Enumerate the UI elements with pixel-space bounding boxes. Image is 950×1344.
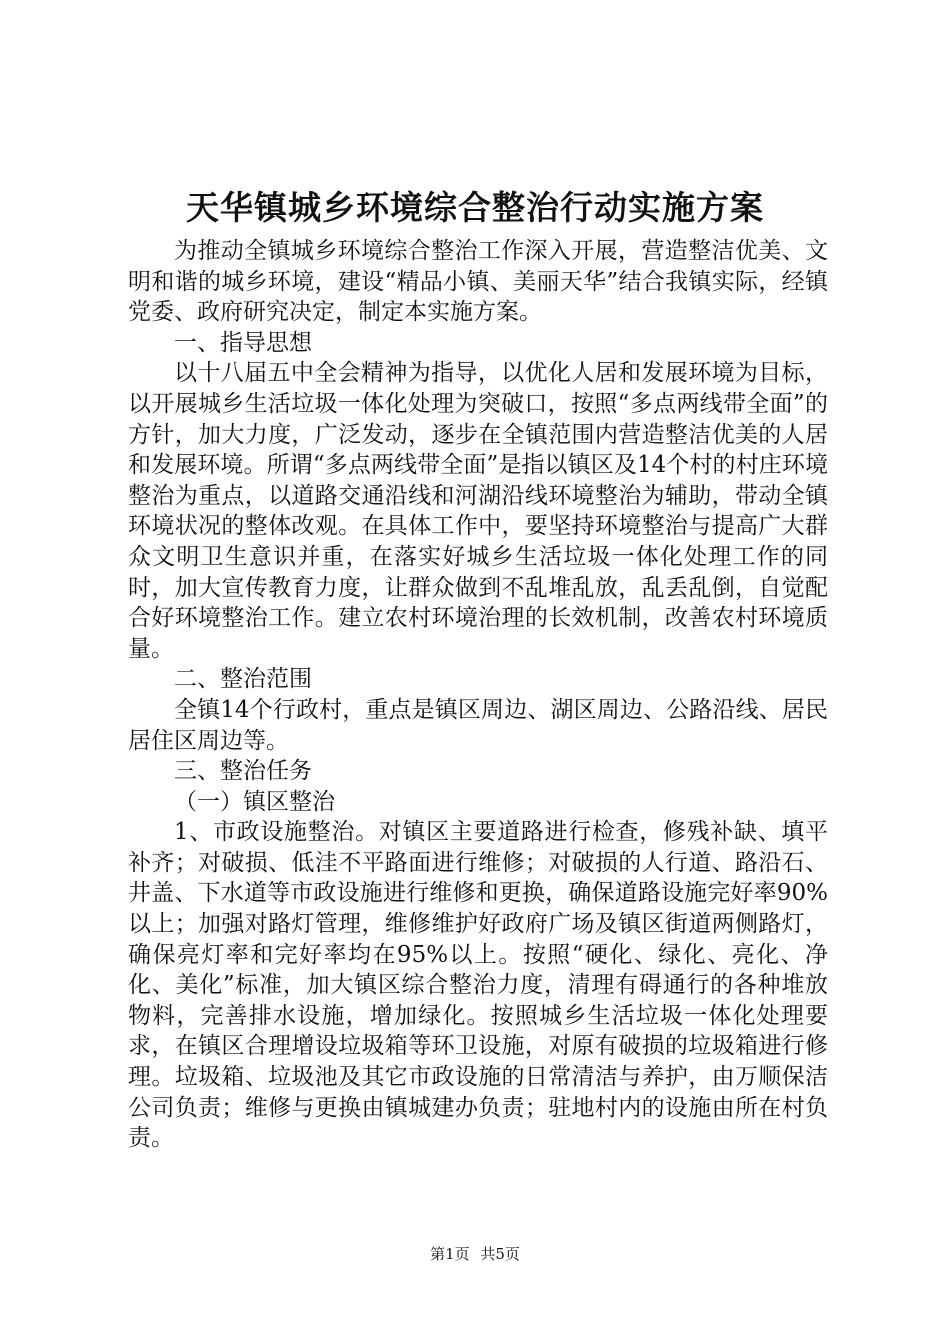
page-number: 第1页 <box>430 1245 470 1263</box>
page-total: 共5页 <box>480 1245 520 1263</box>
document-title: 天华镇城乡环境综合整治行动实施方案 <box>186 188 764 227</box>
document-body <box>128 236 828 1154</box>
intro-paragraph: 为推动全镇城乡环境综合整治工作深入开展，营造整洁优美、文明和谐的城乡环境，建设“精品小镇、美丽天华”结合我镇实际，经镇党委、政府研究决定，制定本实施方案。 <box>128 238 828 326</box>
section-heading-scope: 二、整治范围 <box>174 666 312 693</box>
page-footer <box>0 1244 950 1264</box>
scope-paragraph: 全镇14个行政村，重点是镇区周边、湖区周边、公路沿线、居民居住区周边等。 <box>128 696 828 754</box>
subsection-heading-town-area: （一）镇区整治 <box>174 788 335 815</box>
section-heading-guiding-ideology: 一、指导思想 <box>174 329 312 356</box>
municipal-facilities-paragraph: 1、市政设施整治。对镇区主要道路进行检查，修残补缺、填平补齐；对破损、低洼不平路面进行维修；对破损的人行道、路沿石、井盖、下水道等市政设施进行维修和更换，确保道路设施完好率90%以上；加强对路灯管理，维修维护好政府广场及镇区街道两侧路灯，确保亮灯率和完好率均在95%以上。按照“硬化、绿化、亮化、净化、美化”标准，加大镇区综合整治力度，清理有碍通行的各种堆放物料，完善排水设施，增加绿化。按照城乡生活垃圾一体化处理要求，在镇区合理增设垃圾箱等环卫设施，对原有破损的垃圾箱进行修理。垃圾箱、垃圾池及其它市政设施的日常清洁与养护，由万顺保洁公司负责；维修与更换由镇城建办负责；驻地村内的设施由所在村负责。 <box>128 819 828 1152</box>
guiding-ideology-paragraph: 以十八届五中全会精神为指导，以优化人居和发展环境为目标，以开展城乡生活垃圾一体化处理为突破口，按照“多点两线带全面”的方针，加大力度，广泛发动，逐步在全镇范围内营造整洁优美的人居和发展环境。所谓“多点两线带全面”是指以镇区及14个村的村庄环境整治为重点，以道路交通沿线和河湖沿线环境整治为辅助，带动全镇环境状况的整体改观。在具体工作中，要坚持环境整治与提高广大群众文明卫生意识并重，在落实好城乡生活垃圾一体化处理工作的同时，加大宣传教育力度，让群众做到不乱堆乱放，乱丢乱倒，自觉配合好环境整治工作。建立农村环境治理的长效机制，改善农村环境质量。 <box>128 360 828 662</box>
section-heading-tasks: 三、整治任务 <box>174 758 312 785</box>
